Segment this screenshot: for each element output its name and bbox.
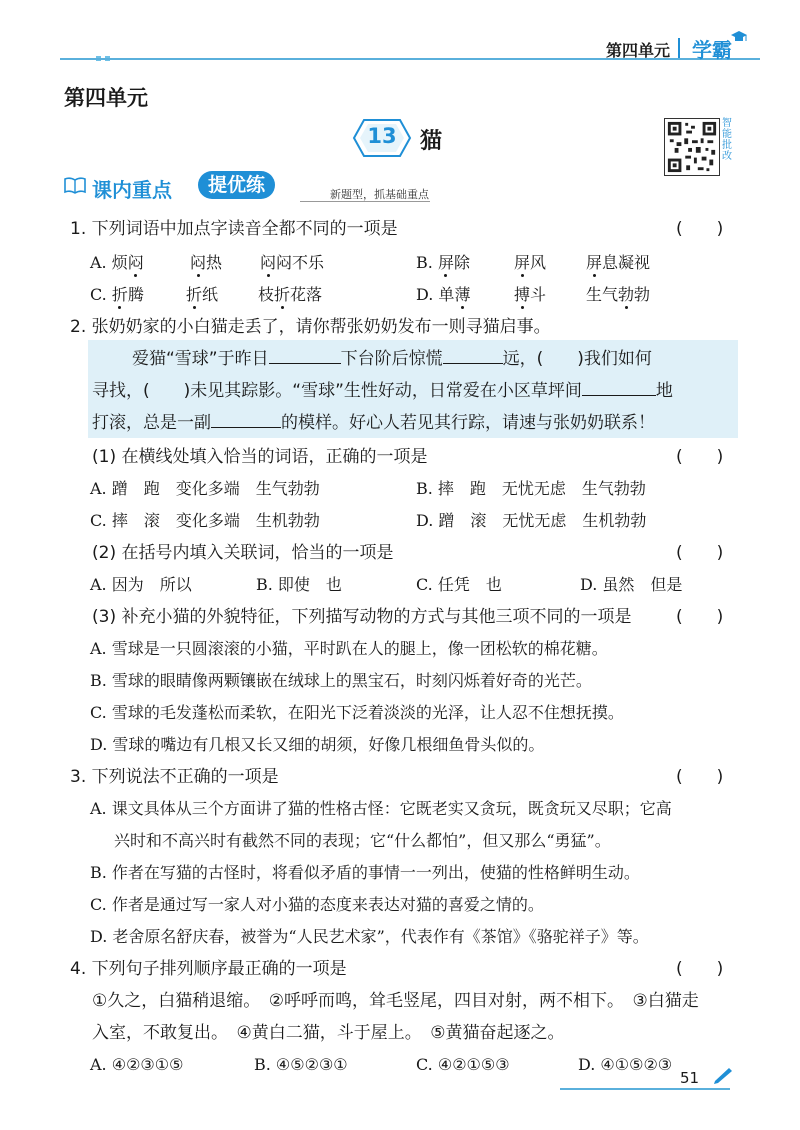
passage-text: 爱猫“雪球”于昨日 <box>132 349 269 369</box>
q2-sub1-stem: (1) 在横线处填入恰当的词语，正确的一项是 <box>92 447 428 467</box>
passage-line-3 <box>92 410 655 435</box>
passage-text: 打滚，总是一副 <box>92 413 211 433</box>
q4-answer-paren[interactable]: ( ) <box>676 959 724 979</box>
q2-sub3-stem: (3) 补充小猫的外貌特征，下列描写动物的方式与其他三项不同的一项是 <box>92 607 632 627</box>
q2-sub2-answer-paren[interactable]: ( ) <box>676 543 724 563</box>
section-badge: 提优练 <box>198 171 275 199</box>
pen-icon <box>712 1066 734 1084</box>
blank-1[interactable] <box>269 346 341 364</box>
q1-option-b-word3: 屏息凝视 <box>586 253 651 272</box>
q2-sub1-option-b[interactable]: B. 摔 跑 无忧无虑 生气勃勃 <box>416 479 646 498</box>
q4-option-b[interactable]: B. ④⑤②③① <box>254 1055 348 1074</box>
q2-sub2-option-d[interactable]: D. 虽然 但是 <box>580 575 683 594</box>
q2-sub1-option-c[interactable]: C. 摔 滚 变化多端 生机勃勃 <box>90 511 320 530</box>
q2-sub1-option-d[interactable]: D. 蹭 滚 无忧无虑 生机勃勃 <box>416 511 647 530</box>
passage-text: 下台阶后惊慌 <box>340 349 443 369</box>
q4-option-c[interactable]: C. ④②①⑤③ <box>416 1055 510 1074</box>
q2-sub3-option-c[interactable]: C. 雪球的毛发蓬松而柔软，在阳光下泛着淡淡的光泽，让人忍不住想抚摸。 <box>90 703 624 722</box>
blank-4[interactable] <box>211 410 281 428</box>
q2-sub2-option-b[interactable]: B. 即使 也 <box>256 575 342 594</box>
passage-line-1 <box>132 346 652 371</box>
q3-option-b[interactable]: B. 作者在写猫的古怪时，将看似矛盾的事情一一列出，使猫的性格鲜明生动。 <box>90 863 640 882</box>
q1-answer-paren[interactable]: ( ) <box>676 219 724 239</box>
q4-option-a[interactable]: A. ④②③①⑤ <box>90 1055 184 1074</box>
q3-option-a-line1[interactable]: A. 课文具体从三个方面讲了猫的性格古怪：它既老实又贪玩，既贪玩又尽职；它高 <box>90 799 672 818</box>
header-unit: 第四单元 <box>605 41 670 60</box>
q1-option-a-word1: A. 烦闷 <box>90 253 144 272</box>
q1-option-d-word2: 搏斗 <box>514 285 547 304</box>
q2-sub2-option-c[interactable]: C. 任凭 也 <box>416 575 502 594</box>
q3-option-c[interactable]: C. 作者是通过写一家人对小猫的态度来表达对猫的喜爱之情的。 <box>90 895 544 914</box>
lesson-title: 猫 <box>420 129 443 154</box>
header-decoration <box>96 46 114 65</box>
q1-option-c-word1: C. 折腾 <box>90 285 144 304</box>
q1-option-d-word3: 生气勃勃 <box>586 285 651 304</box>
footer-rule <box>560 1088 730 1090</box>
q3-option-d[interactable]: D. 老舍原名舒庆春，被誉为“人民艺术家”，代表作有《茶馆》《骆驼祥子》等。 <box>90 927 649 946</box>
passage-text: 寻找，( )未见其踪影。“雪球”生性好动，日常爱在小区草坪间 <box>92 381 582 401</box>
q3-option-a-line2[interactable]: 兴时和不高兴时有截然不同的表现；它“什么都怕”，但又那么“勇猛”。 <box>114 831 611 850</box>
section-note: 新题型，抓基础重点 <box>330 188 429 201</box>
q4-option-d[interactable]: D. ④①⑤②③ <box>578 1055 673 1074</box>
section-rule <box>300 201 430 202</box>
q1-option-c-word3: 枝折花落 <box>258 285 323 304</box>
q2-sub1-option-a[interactable]: A. 蹭 跑 变化多端 生气勃勃 <box>90 479 320 498</box>
q4-stem: 4. 下列句子排列顺序最正确的一项是 <box>70 959 347 979</box>
q1-stem: 1. 下列词语中加点字读音全都不同的一项是 <box>70 219 398 239</box>
header-brand: 学霸 <box>692 38 732 62</box>
q1-option-c-word2: 折纸 <box>186 285 219 304</box>
lesson-number: 13 <box>367 124 397 148</box>
graduation-cap-icon <box>730 30 748 44</box>
q2-sub3-answer-paren[interactable]: ( ) <box>676 607 724 627</box>
q1-option-a-word3: 闷闷不乐 <box>260 253 325 272</box>
header-divider <box>678 38 680 58</box>
page-number: 51 <box>680 1069 700 1087</box>
q4-sentences-line2: 入室，不敢复出。 ④黄白二猫，斗于屋上。 ⑤黄猫奋起逐之。 <box>92 1023 565 1043</box>
q2-sub3-option-d[interactable]: D. 雪球的嘴边有几根又长又细的胡须，好像几根细鱼骨头似的。 <box>90 735 545 754</box>
q2-sub2-option-a[interactable]: A. 因为 所以 <box>90 575 192 594</box>
q1-option-a-word2: 闷热 <box>190 253 223 272</box>
unit-title: 第四单元 <box>64 86 148 110</box>
passage-line-2 <box>92 378 673 403</box>
section-title: 课内重点 <box>92 178 172 202</box>
blank-2[interactable] <box>443 346 503 364</box>
book-icon <box>64 176 86 194</box>
q3-stem: 3. 下列说法不正确的一项是 <box>70 767 279 787</box>
q3-answer-paren[interactable]: ( ) <box>676 767 724 787</box>
passage-text: 地 <box>655 381 673 401</box>
q2-sub3-option-b[interactable]: B. 雪球的眼睛像两颗镶嵌在绒球上的黑宝石，时刻闪烁着好奇的光芒。 <box>90 671 592 690</box>
q2-sub3-option-a[interactable]: A. 雪球是一只圆滚滚的小猫，平时趴在人的腿上，像一团松软的棉花糖。 <box>90 639 608 658</box>
passage-text: 远，( )我们如何 <box>502 349 652 369</box>
q1-option-d-word1: D. 单薄 <box>416 285 471 304</box>
q1-option-b-word2: 屏风 <box>514 253 547 272</box>
q1-option-b-word1: B. 屏除 <box>416 253 470 272</box>
q2-stem: 2. 张奶奶家的小白猫走丢了，请你帮张奶奶发布一则寻猫启事。 <box>70 317 551 337</box>
q4-sentences-line1: ①久之，白猫稍退缩。 ②呼呼而鸣，耸毛竖尾，四目对射，两不相下。 ③白猫走 <box>92 991 699 1011</box>
q2-sub2-stem: (2) 在括号内填入关联词，恰当的一项是 <box>92 543 394 563</box>
passage-text: 的模样。好心人若见其行踪，请速与张奶奶联系！ <box>281 413 655 433</box>
q2-sub1-answer-paren[interactable]: ( ) <box>676 447 724 467</box>
qr-code[interactable] <box>664 118 720 176</box>
qr-label: 智能批改 <box>722 118 732 162</box>
blank-3[interactable] <box>582 378 656 396</box>
